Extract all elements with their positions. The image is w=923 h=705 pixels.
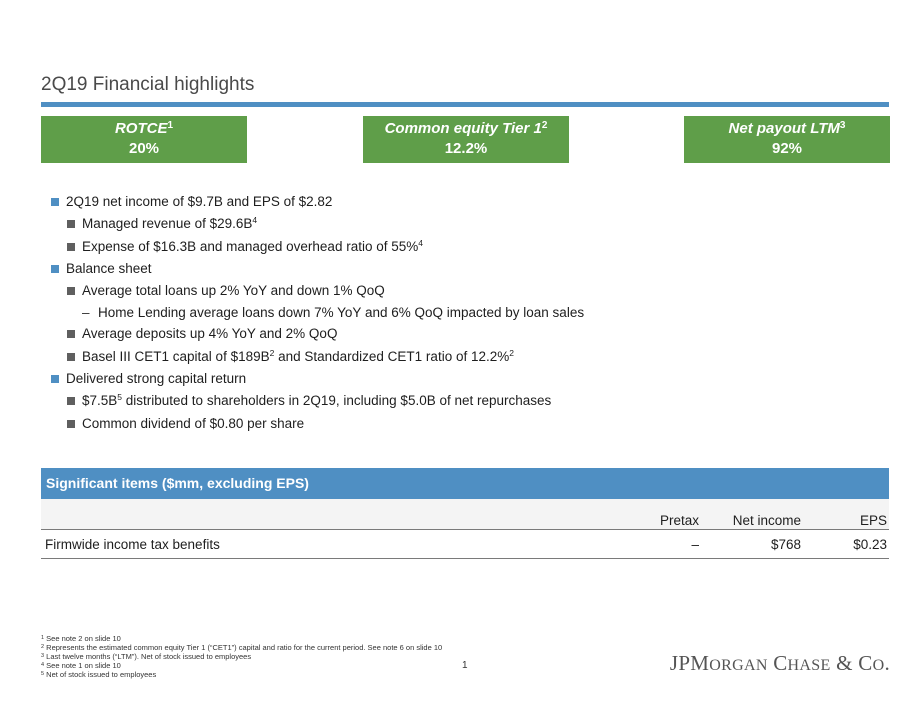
bullet-square-icon: [51, 198, 59, 206]
bullet-square-icon: [51, 375, 59, 383]
bullet-square-icon: [67, 220, 75, 228]
logo-text: & C: [830, 651, 873, 675]
column-header-eps: EPS: [859, 513, 887, 528]
footnote-text: See note 1 on slide 10: [46, 661, 121, 670]
kpi-label: Net payout LTM: [728, 120, 840, 137]
kpi-net-payout: [684, 116, 890, 163]
footnote-number: 3: [41, 653, 45, 659]
kpi-value: 12.2%: [444, 140, 488, 157]
footnote-ref: 5: [117, 392, 123, 403]
bullet-text: distributed to shareholders in 2Q19, including $5.0B of net repurchases: [122, 393, 552, 409]
column-header-pretax: Pretax: [659, 513, 699, 528]
bullet-average-loans: [50, 282, 890, 304]
kpi-value: 20%: [128, 140, 160, 157]
jpmorgan-chase-logo: [670, 651, 890, 676]
footnote-number: 4: [41, 662, 45, 668]
bullet-distributed: [50, 392, 890, 414]
footnote-number: 1: [41, 635, 45, 641]
highlights-list: [50, 193, 890, 437]
table-row: [41, 530, 889, 559]
cell-pretax: –: [691, 537, 699, 552]
footnote-ref: 4: [418, 237, 423, 248]
footnotes: [41, 634, 442, 679]
bullet-expense: [50, 238, 890, 260]
bullet-text: Balance sheet: [66, 260, 152, 276]
kpi-value: 92%: [771, 140, 803, 157]
dash-bullet-icon: –: [82, 305, 90, 321]
bullet-square-icon: [67, 397, 75, 405]
kpi-label: ROTCE: [114, 120, 168, 137]
kpi-rotce: [41, 116, 247, 163]
bullet-text: Managed revenue of $29.6B: [82, 216, 253, 232]
page-number: 1: [462, 660, 468, 671]
bullet-balance-sheet: [50, 260, 890, 282]
bullet-managed-revenue: [50, 215, 890, 237]
bullet-text: 2Q19 net income of $9.7B and EPS of $2.82: [66, 194, 333, 209]
footnote-number: 2: [41, 644, 45, 650]
bullet-text: Average deposits up 4% YoY and 2% QoQ: [82, 326, 338, 342]
footnote-ref: 2: [269, 347, 275, 358]
logo-text: C: [767, 651, 788, 675]
bullet-text: $7.5B: [82, 393, 118, 409]
bullet-square-icon: [67, 420, 75, 428]
bullet-text: Average total loans up 2% YoY and down 1% QoQ: [82, 283, 385, 299]
kpi-cet1: [363, 116, 569, 163]
row-label: Firmwide income tax benefits: [45, 537, 220, 552]
footnote-text: Net of stock issued to employees: [46, 670, 157, 679]
bullet-text: Delivered strong capital return: [66, 371, 247, 387]
bullet-home-lending: [50, 304, 890, 325]
footnote-ref: 2: [509, 347, 514, 358]
title-divider: [41, 102, 889, 107]
kpi-footnote-ref: 3: [839, 120, 846, 131]
logo-text: JPM: [669, 651, 710, 675]
kpi-footnote-ref: 2: [541, 120, 548, 131]
cell-eps: $0.23: [853, 537, 887, 552]
kpi-footnote-ref: 1: [167, 120, 174, 131]
footnote-ref: 4: [252, 215, 258, 226]
logo-text: .: [884, 651, 890, 675]
logo-text: O: [872, 657, 885, 674]
bullet-average-deposits: [50, 325, 890, 347]
footnote-text: Represents the estimated common equity Tier 1 (“CET1”) capital and ratio for the current period. See note 6 on slide 10: [46, 643, 443, 652]
bullet-text: Home Lending average loans down 7% YoY and 6% QoQ impacted by loan sales: [98, 305, 585, 321]
bullet-text: and Standardized CET1 ratio of 12.2%: [274, 348, 510, 364]
significant-items-header: Significant items ($mm, excluding EPS): [41, 468, 889, 499]
bullet-text: Common dividend of $0.80 per share: [82, 415, 305, 431]
logo-text: HASE: [787, 657, 831, 674]
footnote: [41, 670, 442, 679]
cell-net-income: $768: [770, 537, 801, 552]
footnote-text: Last twelve months (“LTM”). Net of stock issued to employees: [46, 652, 252, 661]
logo-text: ORGAN: [709, 657, 768, 674]
bullet-square-icon: [51, 265, 59, 273]
bullet-text: Basel III CET1 capital of $189B: [82, 348, 270, 364]
table-header-row: [41, 499, 889, 530]
footnote-number: 5: [41, 671, 45, 677]
bullet-dividend: [50, 415, 890, 437]
footnote: [41, 661, 442, 670]
footnote-text: See note 2 on slide 10: [46, 634, 121, 643]
footnote: [41, 643, 442, 652]
column-header-net-income: Net income: [732, 513, 801, 528]
bullet-square-icon: [67, 287, 75, 295]
bullet-capital-return: [50, 370, 890, 392]
bullet-net-income: [50, 193, 890, 215]
footnote: [41, 652, 442, 661]
kpi-label: Common equity Tier 1: [384, 120, 542, 137]
bullet-text: Expense of $16.3B and managed overhead ratio of 55%: [82, 238, 419, 254]
page-title: 2Q19 Financial highlights: [41, 74, 255, 95]
bullet-square-icon: [67, 353, 75, 361]
bullet-cet1-capital: [50, 348, 890, 370]
significant-items-table: [41, 499, 889, 559]
bullet-square-icon: [67, 243, 75, 251]
bullet-square-icon: [67, 330, 75, 338]
footnote: [41, 634, 442, 643]
